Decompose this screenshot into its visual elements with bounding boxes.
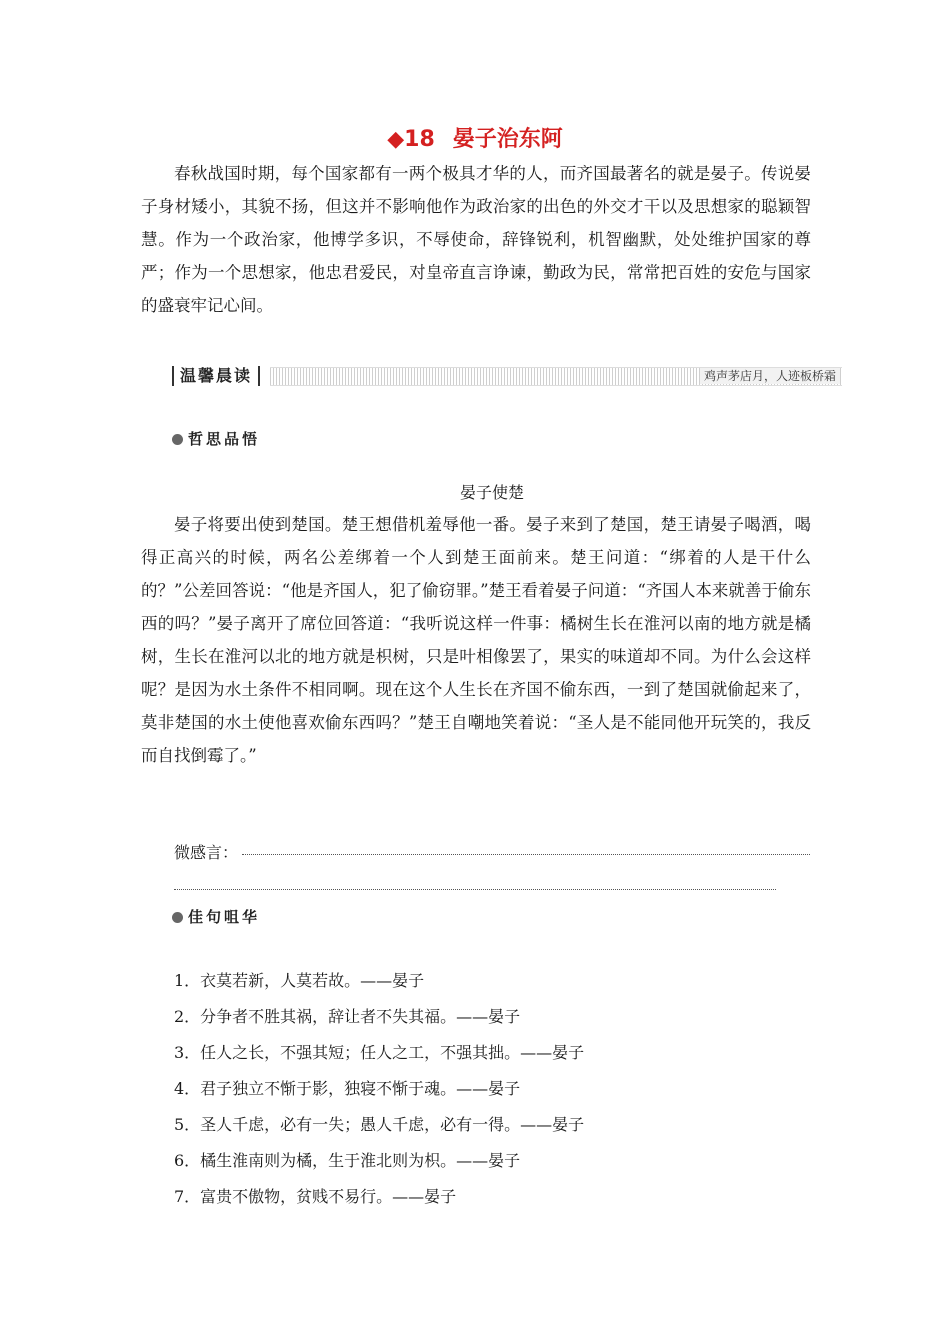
story-text: 晏子将要出使到楚国。楚王想借机羞辱他一番。晏子来到了楚国，楚王请晏子喝酒，喝得正高兴的时候，两名公差绑着一个人到楚王面前来。楚王问道：“绑着的人是干什么的？”公差回答说：“他是齐国人，犯了偷窃罪。”楚王看着晏子问道：“齐国人本来就善于偷东西的吗？”晏子离开了席位回答道：“我听说这样一件事：橘树生长在淮河以南的地方就是橘树，生长在淮河以北的地方就是枳树，只是叶相像罢了，果实的味道却不同。为什么会这样呢？是因为水土条件不相同啊。现在这个人生长在齐国不偷东西，一到了楚国就偷起来了，莫非楚国的水土使他喜欢偷东西吗？”楚王自嘲地笑着说：“圣人是不能同他开玩笑的，我反而自找倒霉了。” [141,515,811,765]
section-heading-reflection [172,428,260,449]
reflection-label: 微感言： [174,843,239,862]
morning-reading-banner [172,366,842,386]
lesson-title-text: 晏子治东阿 [452,127,563,152]
quote-item: 7．富贵不傲物，贫贱不易行。——晏子 [174,1187,457,1206]
quote-item: 3．任人之长，不强其短；任人之工，不强其拙。——晏子 [174,1043,585,1062]
reflection-blank-line-1[interactable] [242,854,810,855]
bullet-dot-icon [172,434,183,445]
reflection-blank-line-2[interactable] [174,889,776,890]
section-heading-quotes [172,906,260,927]
quote-list [174,963,584,1215]
section-heading-text: 哲思品悟 [188,430,261,448]
quote-item: 6．橘生淮南则为橘，生于淮北则为枳。——晏子 [174,1151,521,1170]
banner-label: 温馨晨读 [172,366,260,386]
story-paragraph [141,508,811,772]
lesson-number: ◆18 [387,127,435,152]
quote-item: 5．圣人千虑，必有一失；愚人千虑，必有一得。——晏子 [174,1115,585,1134]
section-heading-text: 佳句咀华 [188,908,261,926]
bullet-dot-icon [172,912,183,923]
quote-item: 2．分争者不胜其祸，辞让者不失其福。——晏子 [174,1007,521,1026]
intro-paragraph [141,157,811,322]
quote-item: 4．君子独立不惭于影，独寝不惭于魂。——晏子 [174,1079,521,1098]
quote-item: 1．衣莫若新，人莫若故。——晏子 [174,971,425,990]
banner-motto: 鸡声茅店月，人迹板桥霜 [700,368,840,384]
lesson-title [0,122,950,153]
story-title: 晏子使楚 [459,483,524,502]
intro-text: 春秋战国时期，每个国家都有一两个极具才华的人，而齐国最著名的就是晏子。传说晏子身材矮小，其貌不扬，但这并不影响他作为政治家的出色的外交才干以及思想家的聪颖智慧。作为一个政治家，他博学多识，不辱使命，辞锋锐利，机智幽默，处处维护国家的尊严；作为一个思想家，他忠君爱民，对皇帝直言诤谏，勤政为民，常常把百姓的安危与国家的盛衰牢记心间。 [141,164,811,315]
